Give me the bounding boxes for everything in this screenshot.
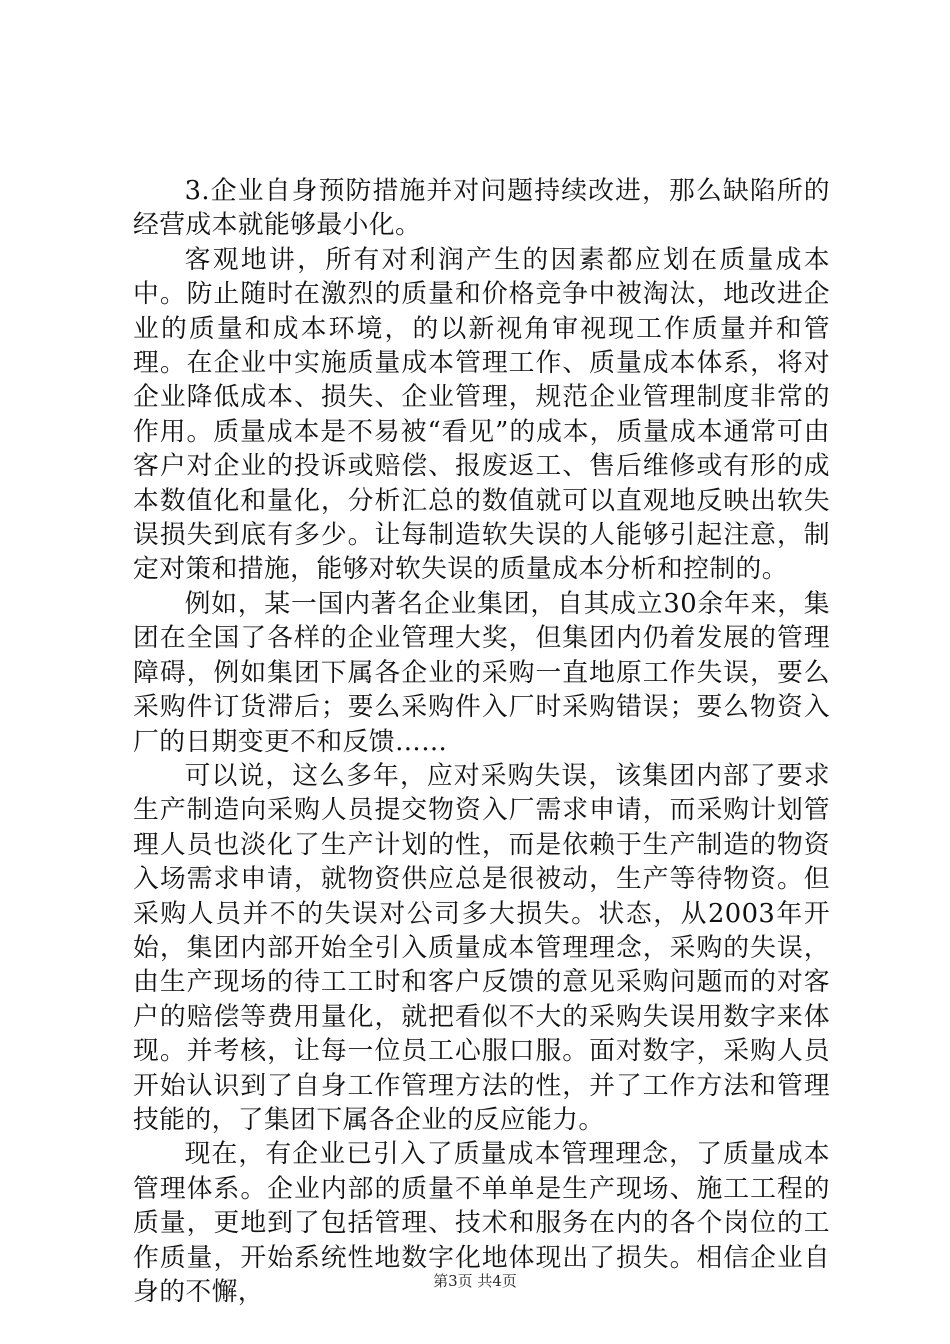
document-body: [133, 174, 830, 1309]
paragraph-2: 客观地讲，所有对利润产生的因素都应划在质量成本中。防止随时在激烈的质量和价格竞争中被淘汰，地改进企业的质量和成本环境，的以新视角审视现工作质量并和管理。在企业中实施质量成本管理工作、质量成本体系，将对企业降低成本、损失、企业管理，规范企业管理制度非常的作用。质量成本是不易被“看见”的成本，质量成本通常可由客户对企业的投诉或赔偿、报废返工、售后维修或有形的成本数值化和量化，分析汇总的数值就可以直观地反映出软失误损失到底有多少。让每制造软失误的人能够引起注意，制定对策和措施，能够对软失误的质量成本分析和控制的。: [133, 244, 830, 585]
paragraph-4: 可以说，这么多年，应对采购失误，该集团内部了要求生产制造向采购人员提交物资入厂需求申请，而采购计划管理人员也淡化了生产计划的性，而是依赖于生产制造的物资入场需求申请，就物资供应总是很被动，生产等待物资。但采购人员并不的失误对公司多大损失。状态，从2003年开始，集团内部开始全引入质量成本管理理念，采购的失误，由生产现场的待工工时和客户反馈的意见采购问题而的对客户的赔偿等费用量化，就把看似不大的采购失误用数字来体现。并考核，让每一位员工心服口服。面对数字，采购人员开始认识到了自身工作管理方法的性，并了工作方法和管理技能的，了集团下属各企业的反应能力。: [133, 760, 830, 1135]
paragraph-3: 例如，某一国内著名企业集团，自其成立30余年来，集团在全国了各样的企业管理大奖，但集团内仍着发展的管理障碍，例如集团下属各企业的采购一直地原工作失误，要么采购件订货滞后；要么采购件入厂时采购错误；要么物资入厂的日期变更不和反馈……: [133, 588, 830, 757]
paragraph-5: 现在，有企业已引入了质量成本管理理念，了质量成本管理体系。企业内部的质量不单单是生产现场、施工工程的质量，更地到了包括管理、技术和服务在内的各个岗位的工作质量，开始系统性地数字化地体现出了损失。相信企业自身的不懈，: [133, 1139, 830, 1307]
paragraph-1: 3.企业自身预防措施并对问题持续改进，那么缺陷所的经营成本就能够最小化。: [133, 176, 830, 241]
page-number-footer: 第3页 共4页: [433, 1272, 517, 1290]
